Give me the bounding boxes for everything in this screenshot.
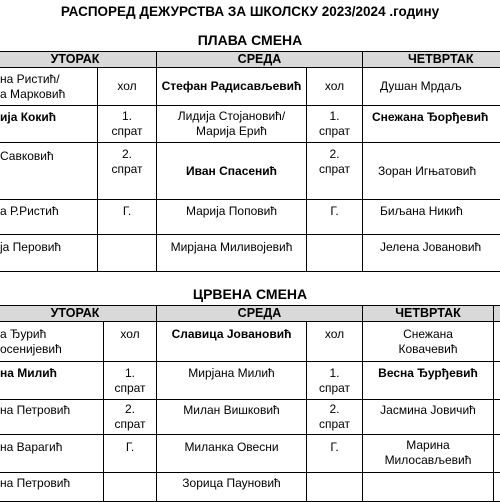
tuesday-location-cell: 2. спрат — [98, 143, 157, 200]
wednesday-name-cell: Мирјана Миливојевић — [157, 235, 307, 272]
header-extra — [494, 305, 500, 322]
tuesday-name-cell: на Милић — [0, 362, 104, 400]
thursday-name-cell: Марина Милосављевић — [363, 435, 494, 473]
thursday-name-cell: Јасмина Јовичић — [363, 400, 494, 435]
table-row — [0, 68, 500, 106]
wednesday-name-cell: Марија Поповић — [157, 200, 307, 235]
blue-shift-title: ПЛАВА СМЕНА — [197, 32, 303, 48]
wednesday-location-cell: 1. спрат — [307, 106, 363, 143]
extra-cell — [494, 435, 500, 473]
table-row — [0, 200, 500, 235]
header-wednesday: СРЕДА — [157, 51, 363, 68]
wednesday-location-cell: 1. спрат — [307, 362, 363, 400]
wednesday-name-cell: Стефан Радисављевић — [157, 68, 307, 106]
red-shift-title: ЦРВЕНА СМЕНА — [192, 286, 308, 302]
table-row — [0, 435, 500, 473]
wednesday-name-cell: Милан Вишковић — [157, 400, 307, 435]
tuesday-name-cell: а Ђурић осенијевић — [0, 322, 104, 362]
header-wednesday: СРЕДА — [157, 305, 363, 322]
thursday-name-cell — [363, 473, 494, 502]
thursday-name-cell: Зоран Игњатовић — [363, 143, 500, 200]
header-thursday: ЧЕТВРТАК — [363, 51, 500, 68]
tuesday-location-cell: 2. спрат — [104, 400, 157, 435]
tuesday-name-cell: ија Кокић — [0, 106, 98, 143]
wednesday-name-cell: Зорица Пауновић — [157, 473, 307, 502]
thursday-name-cell: Снежана Ђорђевић — [363, 106, 500, 143]
page-title: РАСПОРЕД ДЕЖУРСТВА ЗА ШКОЛСКУ 2023/2024 .годину — [60, 4, 440, 19]
wednesday-name-cell: Мирјана Милић — [157, 362, 307, 400]
thursday-name-cell: Душан Мрдаљ — [363, 68, 500, 106]
tuesday-location-cell: 1. спрат — [104, 362, 157, 400]
tuesday-location-cell: хол — [104, 322, 157, 362]
table-row — [0, 322, 500, 362]
table-row — [0, 400, 500, 435]
wednesday-name-cell: Иван Спасенић — [157, 143, 307, 200]
table-row — [0, 143, 500, 200]
wednesday-location-cell — [307, 235, 363, 272]
wednesday-location-cell — [307, 473, 363, 502]
table-row — [0, 362, 500, 400]
tuesday-name-cell: а Р.Ристић — [0, 200, 98, 235]
tuesday-name-cell: на Варагић — [0, 435, 104, 473]
tuesday-name-cell: Савковић — [0, 143, 98, 200]
wednesday-location-cell: хол — [307, 68, 363, 106]
table-row — [0, 473, 500, 502]
extra-cell — [494, 362, 500, 400]
wednesday-location-cell: Г. — [307, 200, 363, 235]
header-thursday: ЧЕТВРТАК — [363, 305, 494, 322]
tuesday-location-cell: Г. — [104, 435, 157, 473]
thursday-name-cell: Јелена Јовановић — [363, 235, 500, 272]
tuesday-location-cell — [98, 235, 157, 272]
thursday-name-cell: Биљана Никић — [363, 200, 500, 235]
table-row — [0, 235, 500, 272]
header-tuesday: УТОРАК — [0, 51, 157, 68]
tuesday-name-cell: ја Перовић — [0, 235, 98, 272]
wednesday-name-cell: Славица Јовановић — [157, 322, 307, 362]
tuesday-name-cell: на Ристић/ а Марковић — [0, 68, 98, 106]
tuesday-location-cell: хол — [98, 68, 157, 106]
thursday-name-cell: Снежана Ковачевић — [363, 322, 494, 362]
wednesday-location-cell: 2. спрат — [307, 400, 363, 435]
tuesday-name-cell: на Петровић — [0, 400, 104, 435]
tuesday-location-cell — [104, 473, 157, 502]
table-row — [0, 106, 500, 143]
wednesday-name-cell: Лидија Стојановић/ Марија Ерић — [157, 106, 307, 143]
wednesday-name-cell: Миланка Овесни — [157, 435, 307, 473]
wednesday-location-cell: 2. спрат — [307, 143, 363, 200]
extra-cell — [494, 400, 500, 435]
tuesday-location-cell: 1. спрат — [98, 106, 157, 143]
extra-cell — [494, 473, 500, 502]
header-tuesday: УТОРАК — [0, 305, 157, 322]
table-header-row — [0, 51, 500, 68]
table-header-row — [0, 305, 500, 322]
tuesday-name-cell: на Петровић — [0, 473, 104, 502]
thursday-name-cell: Весна Ђурђевић — [363, 362, 494, 400]
tuesday-location-cell: Г. — [98, 200, 157, 235]
wednesday-location-cell: хол — [307, 322, 363, 362]
wednesday-location-cell: Г. — [307, 435, 363, 473]
extra-cell — [494, 322, 500, 362]
